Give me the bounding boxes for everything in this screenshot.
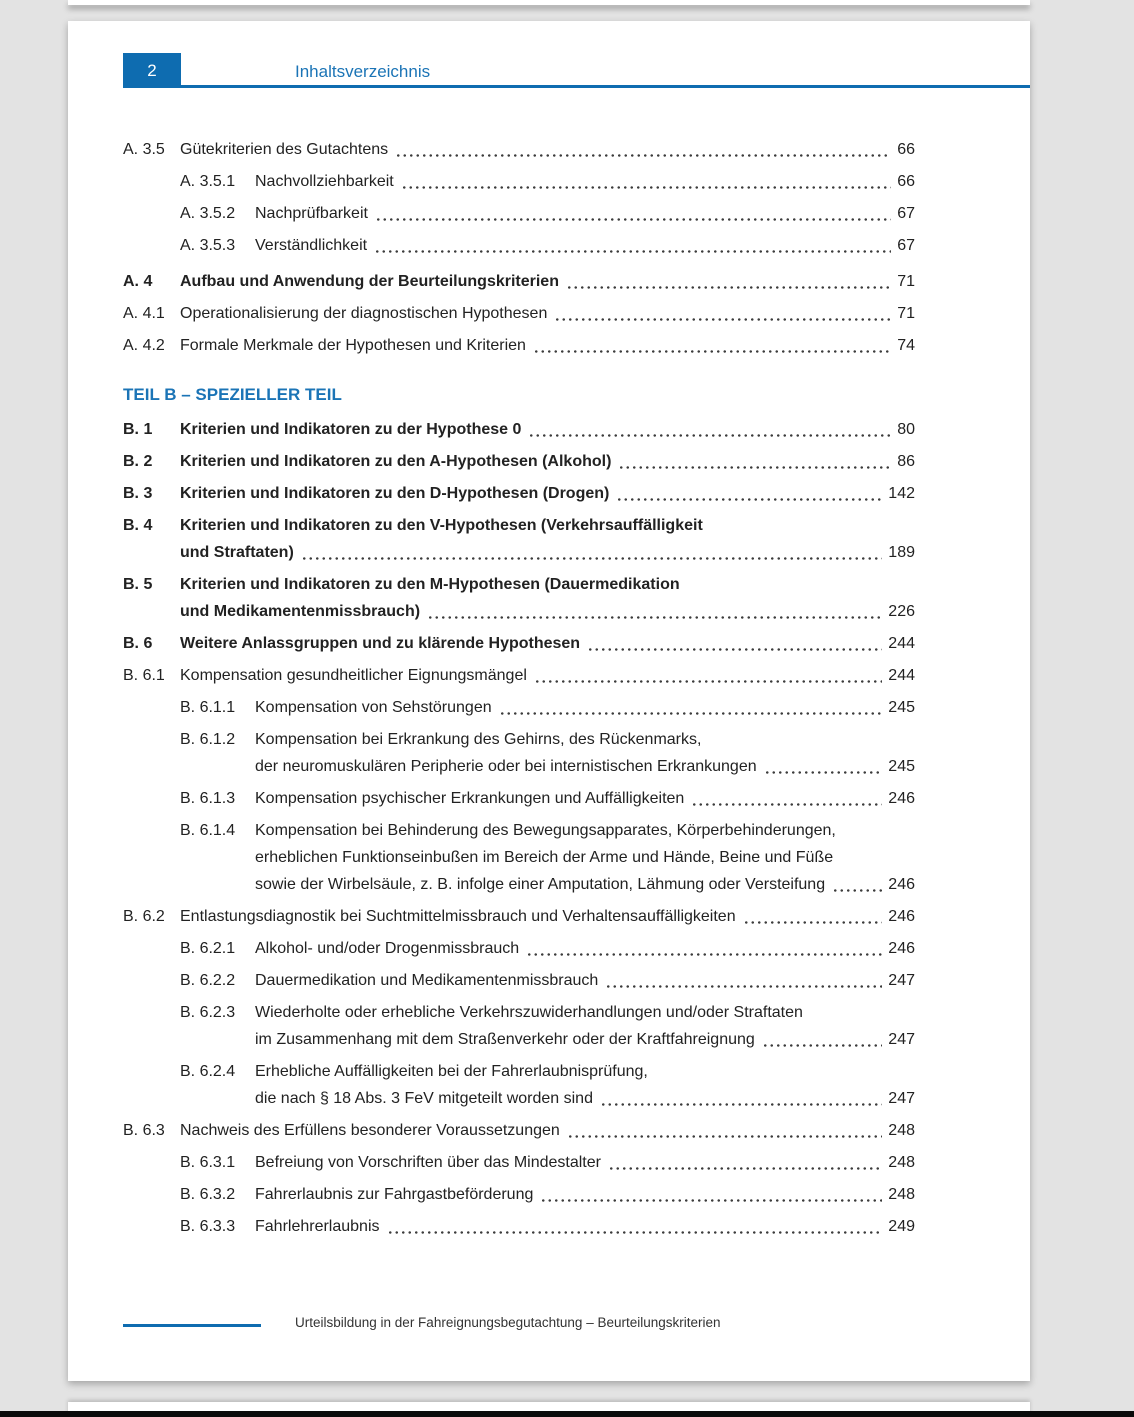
toc-entry-last-line — [180, 136, 915, 163]
dotted-leader — [598, 967, 888, 994]
header-title: Inhaltsverzeichnis — [295, 62, 431, 81]
toc-entry-title-line: Kompensation bei Erkrankung des Gehirns, des Rückenmarks, — [255, 731, 702, 748]
toc-entry-number: A. 4 — [123, 273, 153, 290]
toc-entry — [123, 1117, 915, 1144]
previous-page-edge — [68, 0, 1030, 5]
toc-entry-number: B. 6.2.2 — [180, 972, 236, 989]
dotted-leader — [521, 416, 897, 443]
toc-entry-body — [255, 232, 915, 259]
toc-entry — [123, 817, 915, 898]
toc-entry-page-number: 244 — [888, 635, 915, 652]
dotted-leader — [367, 232, 897, 259]
toc-entry-last-line — [180, 332, 915, 359]
toc-entry-last-line — [255, 168, 915, 195]
toc-entry-body — [180, 300, 915, 327]
toc-entry — [123, 416, 915, 443]
toc-entry — [123, 999, 915, 1053]
toc-entry-page-number: 246 — [888, 940, 915, 957]
dotted-leader — [519, 935, 888, 962]
toc-entry-last-line — [255, 871, 915, 898]
toc-entry-number: A. 4.1 — [123, 305, 165, 322]
dotted-leader — [394, 168, 897, 195]
toc-entry-page-number: 67 — [897, 237, 915, 254]
toc-entry-number: B. 6.3 — [123, 1122, 165, 1139]
toc-entry-last-line — [255, 232, 915, 259]
toc-entry-title-line: Entlastungsdiagnostik bei Suchtmittelmissbrauch und Verhaltensauffälligkeiten — [180, 908, 736, 925]
toc-entry-body — [180, 630, 915, 657]
toc-entry — [123, 168, 915, 195]
toc-entry-page-number: 226 — [888, 603, 915, 620]
toc-entry-page-number: 67 — [897, 205, 915, 222]
toc-entry-body — [180, 416, 915, 443]
dotted-leader — [559, 268, 897, 295]
toc-entry-body — [255, 817, 915, 898]
toc-entry-title-line: Kompensation psychischer Erkrankungen und Auffälligkeiten — [255, 790, 685, 807]
toc-entry-page-number: 244 — [888, 667, 915, 684]
toc-entry-title-line: sowie der Wirbelsäule, z. B. infolge einer Amputation, Lähmung oder Versteifung — [255, 876, 826, 893]
toc-entry-number: B. 3 — [123, 485, 153, 502]
toc-entry-number: B. 6.1.1 — [180, 699, 236, 716]
toc-entry-last-line — [180, 539, 915, 566]
toc-entry — [123, 448, 915, 475]
toc-entry-number: B. 2 — [123, 453, 153, 470]
toc-entry-title-line: Nachvollziehbarkeit — [255, 173, 394, 190]
toc-entry-page-number: 247 — [888, 1031, 915, 1048]
page-number: 2 — [147, 61, 157, 80]
dotted-leader — [684, 785, 888, 812]
toc-entry — [123, 726, 915, 780]
toc-entry-last-line — [255, 785, 915, 812]
toc-entry-number: B. 1 — [123, 421, 153, 438]
toc-entry-number: B. 6.3.2 — [180, 1186, 236, 1203]
toc-entry-number: B. 6.2.4 — [180, 1063, 236, 1080]
toc-entry-body — [255, 168, 915, 195]
footer-rule — [123, 1324, 261, 1327]
toc-entry — [123, 512, 915, 566]
dotted-leader — [736, 903, 889, 930]
next-page-header-bar — [0, 1411, 1134, 1417]
toc-entry-page-number: 247 — [888, 1090, 915, 1107]
toc-entry — [123, 1149, 915, 1176]
toc-entry — [123, 903, 915, 930]
dotted-leader — [368, 200, 897, 227]
toc-entry-last-line — [255, 1149, 915, 1176]
toc-entry-body — [180, 571, 915, 625]
toc-entry — [123, 1058, 915, 1112]
page-number-box — [123, 53, 181, 88]
toc-entry-title-line: Kompensation von Sehstörungen — [255, 699, 492, 716]
toc-entry-last-line — [255, 694, 915, 721]
toc-entry-last-line — [180, 903, 915, 930]
toc-entry-last-line — [180, 300, 915, 327]
toc-entry — [123, 300, 915, 327]
footer-text: Urteilsbildung in der Fahreignungsbegutachtung – Beurteilungskriterien — [295, 1315, 721, 1330]
toc-entry — [123, 630, 915, 657]
toc-entry-title-line: Formale Merkmale der Hypothesen und Kriterien — [180, 337, 526, 354]
toc-entry-number: A. 3.5.3 — [180, 237, 236, 254]
dotted-leader — [611, 448, 897, 475]
toc-entry-number: B. 4 — [123, 517, 153, 534]
toc-entry-body — [255, 1058, 915, 1112]
dotted-leader — [547, 300, 897, 327]
toc-entry-last-line — [255, 967, 915, 994]
toc-entry-last-line — [255, 200, 915, 227]
toc-entry-page-number: 246 — [888, 790, 915, 807]
toc-entry-number: B. 6.3.1 — [180, 1154, 236, 1171]
toc-entry-last-line — [255, 935, 915, 962]
toc-entry-body — [255, 785, 915, 812]
toc-entry-title-line: Erhebliche Auffälligkeiten bei der Fahrerlaubnisprüfung, — [255, 1063, 648, 1080]
toc-entry-title-line: Weitere Anlassgruppen und zu klärende Hypothesen — [180, 635, 581, 652]
page-header — [68, 53, 1030, 88]
toc-entry-last-line — [180, 268, 915, 295]
toc-entry-body — [180, 480, 915, 507]
toc-entry — [123, 785, 915, 812]
toc-entry — [123, 232, 915, 259]
toc-entry-body — [255, 935, 915, 962]
toc-entry-body — [255, 1149, 915, 1176]
toc-entry-last-line — [255, 753, 915, 780]
toc-entry-title-line: Kriterien und Indikatoren zu der Hypothese 0 — [180, 421, 522, 438]
dotted-leader — [294, 539, 889, 566]
toc-entry-page-number: 245 — [888, 699, 915, 716]
toc-entry-last-line — [255, 1026, 915, 1053]
toc-entry-title-line: Kriterien und Indikatoren zu den V-Hypothesen (Verkehrsauffälligkeit — [180, 517, 703, 534]
toc-entry-body — [255, 694, 915, 721]
toc-entry — [123, 332, 915, 359]
toc-entry-number: B. 6.2.1 — [180, 940, 236, 957]
dotted-leader — [609, 480, 888, 507]
toc-entry — [123, 200, 915, 227]
toc-entry-title-line: erheblichen Funktionseinbußen im Bereich der Arme und Hände, Beine und Füße — [255, 849, 834, 866]
toc-entry-page-number: 245 — [888, 758, 915, 775]
toc-entry-body — [180, 268, 915, 295]
toc-entry-number: A. 3.5 — [123, 141, 165, 158]
toc-entry-page-number: 246 — [888, 908, 915, 925]
toc-entry-last-line — [180, 416, 915, 443]
toc-entry-number: B. 5 — [123, 576, 153, 593]
dotted-leader — [593, 1085, 888, 1112]
toc-entry-last-line — [180, 1117, 915, 1144]
toc-entry-number: A. 3.5.1 — [180, 173, 236, 190]
toc-entry-body — [255, 999, 915, 1053]
toc-entry-title-line: Alkohol- und/oder Drogenmissbrauch — [255, 940, 520, 957]
toc-entry-title-line: Kompensation bei Behinderung des Bewegungsapparates, Körperbehinderungen, — [255, 822, 836, 839]
toc-entry-last-line — [255, 1181, 915, 1208]
toc-entry-last-line — [180, 598, 915, 625]
toc-entry-title-line: Operationalisierung der diagnostischen Hypothesen — [180, 305, 548, 322]
toc-entry-body — [180, 448, 915, 475]
toc-entry-last-line — [180, 662, 915, 689]
toc-entry-title-line: der neuromuskulären Peripherie oder bei internistischen Erkrankungen — [255, 758, 757, 775]
toc-entry — [123, 268, 915, 295]
dotted-leader — [825, 871, 888, 898]
toc-entry-number: B. 6.2.3 — [180, 1004, 236, 1021]
section-heading: TEIL B – SPEZIELLER TEIL — [123, 385, 342, 404]
toc-entry-page-number: 66 — [897, 141, 915, 158]
toc-entry-body — [180, 332, 915, 359]
toc-entry-page-number: 247 — [888, 972, 915, 989]
dotted-leader — [527, 662, 888, 689]
toc-entry-body — [255, 1213, 915, 1240]
toc-entry-page-number: 142 — [888, 485, 915, 502]
toc-entry-body — [180, 1117, 915, 1144]
toc-entry-title-line: Kriterien und Indikatoren zu den M-Hypothesen (Dauermedikation — [180, 576, 680, 593]
toc-entry-number: B. 6 — [123, 635, 153, 652]
toc-entry-body — [180, 662, 915, 689]
toc-entry-title-line: Nachweis des Erfüllens besonderer Voraussetzungen — [180, 1122, 560, 1139]
toc-entry-number: A. 4.2 — [123, 337, 165, 354]
document-page — [68, 21, 1030, 1381]
toc-entry-page-number: 66 — [897, 173, 915, 190]
table-of-contents — [123, 136, 915, 1245]
dotted-leader — [560, 1117, 889, 1144]
dotted-leader — [601, 1149, 888, 1176]
toc-entry-page-number: 71 — [897, 305, 915, 322]
toc-entry-page-number: 248 — [888, 1154, 915, 1171]
toc-entry-page-number: 80 — [897, 421, 915, 438]
toc-entry-body — [255, 200, 915, 227]
toc-entry-body — [255, 967, 915, 994]
dotted-leader — [755, 1026, 889, 1053]
toc-entry — [123, 662, 915, 689]
dotted-leader — [580, 630, 888, 657]
toc-entry-number: B. 6.1.3 — [180, 790, 236, 807]
dotted-leader — [757, 753, 889, 780]
toc-entry-body — [255, 726, 915, 780]
toc-entry-body — [180, 903, 915, 930]
toc-entry-last-line — [255, 1085, 915, 1112]
toc-entry-title-line: Dauermedikation und Medikamentenmissbrauch — [255, 972, 599, 989]
toc-entry — [123, 967, 915, 994]
toc-entry — [123, 480, 915, 507]
toc-entry-page-number: 74 — [897, 337, 915, 354]
toc-entry-number: B. 6.2 — [123, 908, 165, 925]
toc-entry-title-line: Wiederholte oder erhebliche Verkehrszuwiderhandlungen und/oder Straftaten — [255, 1004, 803, 1021]
toc-entry-page-number: 71 — [897, 273, 915, 290]
dotted-leader — [420, 598, 888, 625]
toc-entry-title-line: Kriterien und Indikatoren zu den A-Hypothesen (Alkohol) — [180, 453, 612, 470]
toc-entry-body — [255, 1181, 915, 1208]
toc-entry-title-line: die nach § 18 Abs. 3 FeV mitgeteilt worden sind — [255, 1090, 593, 1107]
toc-entry-title-line: Befreiung von Vorschriften über das Mindestalter — [255, 1154, 601, 1171]
toc-entry — [123, 935, 915, 962]
toc-entry-page-number: 248 — [888, 1122, 915, 1139]
toc-entry-title-line: Fahrlehrerlaubnis — [255, 1218, 380, 1235]
toc-entry-number: B. 6.3.3 — [180, 1218, 236, 1235]
toc-entry-last-line — [180, 448, 915, 475]
toc-entry-title-line: Gütekriterien des Gutachtens — [180, 141, 389, 158]
toc-entry-title-line: im Zusammenhang mit dem Straßenverkehr oder der Kraftfahreignung — [255, 1031, 755, 1048]
toc-entry-number: B. 6.1.4 — [180, 822, 236, 839]
toc-entry-title-line: Fahrerlaubnis zur Fahrgastbeförderung — [255, 1186, 534, 1203]
toc-entry — [123, 571, 915, 625]
toc-entry-title-line: Kriterien und Indikatoren zu den D-Hypothesen (Drogen) — [180, 485, 610, 502]
toc-entry — [123, 1213, 915, 1240]
toc-entry-last-line — [255, 1213, 915, 1240]
toc-entry-number: A. 3.5.2 — [180, 205, 236, 222]
toc-entry — [123, 694, 915, 721]
toc-entry-last-line — [180, 480, 915, 507]
toc-entry-body — [180, 136, 915, 163]
toc-entry-number: B. 6.1 — [123, 667, 165, 684]
toc-entry-title-line: Verständlichkeit — [255, 237, 368, 254]
dotted-leader — [388, 136, 897, 163]
dotted-leader — [380, 1213, 889, 1240]
toc-entry-title-line: Kompensation gesundheitlicher Eignungsmängel — [180, 667, 527, 684]
toc-entry-title-line: Nachprüfbarkeit — [255, 205, 368, 222]
toc-entry-page-number: 189 — [888, 544, 915, 561]
dotted-leader — [526, 332, 897, 359]
toc-entry-body — [180, 512, 915, 566]
toc-entry — [123, 1181, 915, 1208]
toc-entry-page-number: 86 — [897, 453, 915, 470]
toc-entry-page-number: 249 — [888, 1218, 915, 1235]
dotted-leader — [533, 1181, 888, 1208]
toc-entry — [123, 136, 915, 163]
page-footer — [123, 1315, 915, 1333]
toc-entry-page-number: 248 — [888, 1186, 915, 1203]
dotted-leader — [492, 694, 889, 721]
toc-entry-title-line: und Medikamentenmissbrauch) — [180, 603, 421, 620]
header-rule — [181, 85, 1030, 88]
toc-entry-title-line: Aufbau und Anwendung der Beurteilungskriterien — [180, 273, 559, 290]
toc-entry-page-number: 246 — [888, 876, 915, 893]
toc-entry-title-line: und Straftaten) — [180, 544, 294, 561]
toc-entry-last-line — [180, 630, 915, 657]
toc-entry-number: B. 6.1.2 — [180, 731, 236, 748]
